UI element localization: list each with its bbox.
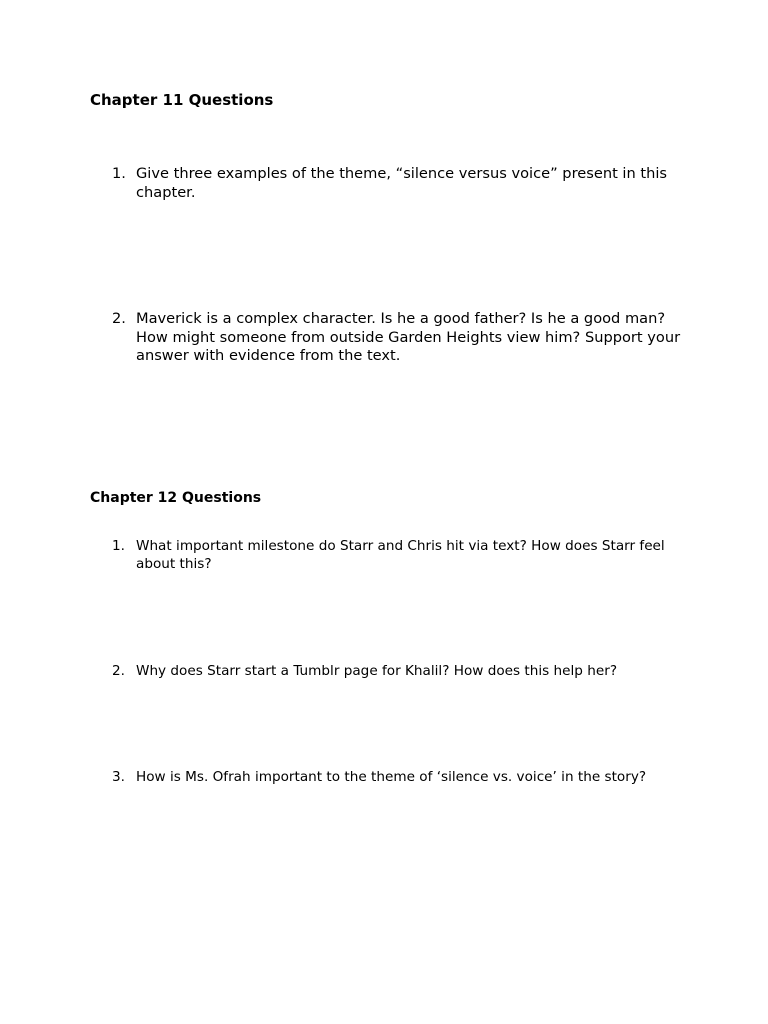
chapter-12-heading: Chapter 12 Questions: [90, 490, 262, 506]
question-number: 2.: [112, 310, 126, 327]
chapter-11-heading: Chapter 11 Questions: [90, 91, 274, 109]
question-number: 3.: [112, 769, 125, 785]
question-text: Maverick is a complex character. Is he a good father? Is he a good man? How might someone from outside Garden Heights view him? Support your answer with evidence from the text.: [136, 310, 681, 364]
question-text: Why does Starr start a Tumblr page for Khalil? How does this help her?: [136, 663, 618, 679]
chapter-12-question-1: [112, 537, 682, 573]
question-text: How is Ms. Ofrah important to the theme of ‘silence vs. voice’ in the story?: [136, 769, 647, 785]
question-number: 1.: [112, 165, 126, 182]
chapter-11-question-2: [112, 310, 682, 366]
question-number: 1.: [112, 538, 125, 554]
chapter-12-question-3: [112, 768, 682, 786]
question-text: Give three examples of the theme, “silence versus voice” present in this chapter.: [136, 165, 667, 201]
chapter-12-question-2: [112, 662, 682, 680]
question-text: What important milestone do Starr and Chris hit via text? How does Starr feel about this?: [136, 538, 665, 572]
chapter-11-question-1: [112, 165, 682, 202]
question-number: 2.: [112, 663, 125, 679]
